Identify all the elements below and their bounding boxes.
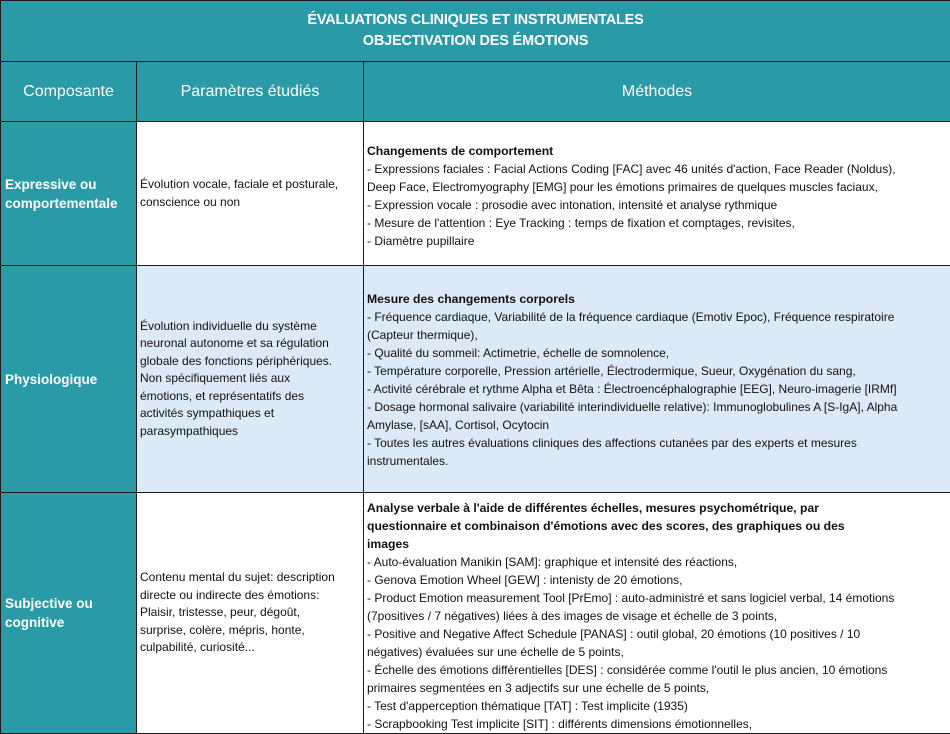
methods-line: primaires segmentées en 3 adjectifs sur une échelle de 5 points, (367, 681, 710, 695)
parameters-text: directe ou indirecte des émotions: (140, 587, 320, 602)
parameters-text: Non spécifiquement liés aux (140, 371, 291, 386)
parameters-text: Plaisir, tristesse, peur, dégoût, (140, 605, 301, 620)
parameters-text: émotions, et représentatifs des (140, 388, 305, 403)
component-label: comportementale (5, 195, 118, 211)
parameters-text: parasympathiques (140, 423, 239, 438)
parameters-text: Évolution vocale, faciale et posturale, (140, 177, 339, 191)
methods-line: - Auto-évaluation Manikin [SAM]: graphique et intensité des réactions, (367, 555, 738, 569)
methods-heading: Mesure des changements corporels (367, 292, 575, 306)
header-component: Composante (1, 62, 137, 122)
methods-line: - Qualité du sommeil: Actimetrie, échelle de somnolence, (367, 346, 670, 360)
methods-line: - Dosage hormonal salivaire (variabilité interindividuelle relative): Immunoglobulines A [S-IgA], Alpha (367, 400, 898, 414)
methods-line: Deep Face, Electromyography [EMG] pour les émotions primaires de quelques muscles faciaux, (367, 180, 878, 194)
methods-line: (7positives / 7 négatives) liées à des images de visage et échelle de 3 points, (367, 609, 778, 623)
parameters-text: conscience ou non (140, 194, 241, 209)
parameters-cell (137, 122, 364, 266)
table-title (1, 1, 950, 62)
header-parameters: Paramètres étudiés (137, 62, 364, 122)
methods-line: (Capteur thermique), (367, 328, 478, 342)
methods-line: - Activité cérébrale et rythme Alpha et Bêta : Électroencéphalographie [EEG], Neuro-imagerie [IRMf] (367, 382, 897, 396)
parameters-text: globale des fonctions périphériques. (140, 353, 333, 368)
component-label: cognitive (5, 615, 65, 630)
methods-line: - Toutes les autres évaluations cliniques des affections cutanées par des experts et mesures (367, 436, 857, 450)
component-cell (1, 122, 137, 266)
methods-line: - Scrapbooking Test implicite [SIT] : différents dimensions émotionnelles, (367, 717, 753, 731)
title-line-1: ÉVALUATIONS CLINIQUES ET INSTRUMENTALES (307, 12, 644, 28)
component-cell (1, 266, 137, 493)
methods-cell (364, 122, 950, 266)
methods-line: - Genova Emotion Wheel [GEW] : intenisty de 20 émotions, (367, 573, 683, 587)
methods-line: instrumentales. (367, 454, 449, 468)
parameters-text: activités sympathiques et (140, 406, 275, 421)
parameters-cell (137, 266, 364, 493)
component-label: Subjective ou (5, 596, 93, 611)
methods-line: - Expressions faciales : Facial Actions Coding [FAC] avec 46 unités d'action, Face Reader (Noldus), (367, 162, 896, 176)
methods-line: - Fréquence cardiaque, Variabilité de la fréquence cardiaque (Emotiv Epoc), Fréquence respiratoire (367, 310, 895, 324)
parameters-text: surprise, colère, mépris, honte, (140, 622, 305, 637)
header-methods: Méthodes (364, 62, 950, 122)
methods-heading: images (367, 537, 410, 551)
methods-cell (364, 493, 950, 734)
parameters-text: Évolution individuelle du système (140, 318, 317, 333)
title-line-2: OBJECTIVATION DES ÉMOTIONS (362, 33, 589, 49)
methods-line: - Expression vocale : prosodie avec intonation, intensité et analyse rythmique (367, 198, 778, 212)
parameters-text: neuronal autonome et sa régulation (140, 336, 329, 351)
methods-line: - Product Emotion measurement Tool [PrEmo] : auto-administré et sans logiciel verbal, 14 émotions (367, 591, 895, 605)
methods-line: - Positive and Negative Affect Schedule [PANAS] : outil global, 20 émotions (10 positives / 10 (367, 627, 861, 641)
component-label: Physiologique (5, 371, 98, 387)
methods-heading: Analyse verbale à l'aide de différentes échelles, mesures psychométrique, par (367, 501, 820, 515)
methods-cell (364, 266, 950, 493)
table-row-subjective (1, 493, 950, 734)
methods-line: Amylase, [sAA], Cortisol, Ocytocin (367, 418, 550, 432)
methods-line: négatives) évaluées sur une échelle de 5 points, (367, 645, 624, 659)
parameters-text: Contenu mental du sujet: description (140, 570, 335, 585)
component-cell (1, 493, 137, 734)
table-row-expressive (1, 122, 950, 266)
header-row (1, 62, 950, 122)
methods-line: - Température corporelle, Pression artérielle, Électrodermique, Sueur, Oxygénation du sang, (367, 364, 856, 378)
methods-line: - Échelle des émotions différentielles [DES] : considérée comme l'outil le plus ancien, 10 émotions (367, 663, 888, 677)
component-label: Expressive ou (5, 176, 97, 192)
methods-line: - Diamètre pupillaire (367, 234, 475, 248)
parameters-cell (137, 493, 364, 734)
methods-heading: questionnaire et combinaison d'émotions avec des scores, des graphiques ou des (367, 519, 845, 533)
table-row-physiological (1, 266, 950, 493)
methods-heading: Changements de comportement (367, 144, 554, 158)
methods-line: - Mesure de l'attention : Eye Tracking : temps de fixation et comptages, revisites, (367, 216, 795, 230)
parameters-text: culpabilité, curiosité... (140, 640, 255, 655)
methods-line: - Test d'apperception thématique [TAT] : Test implicite (1935) (367, 699, 688, 713)
